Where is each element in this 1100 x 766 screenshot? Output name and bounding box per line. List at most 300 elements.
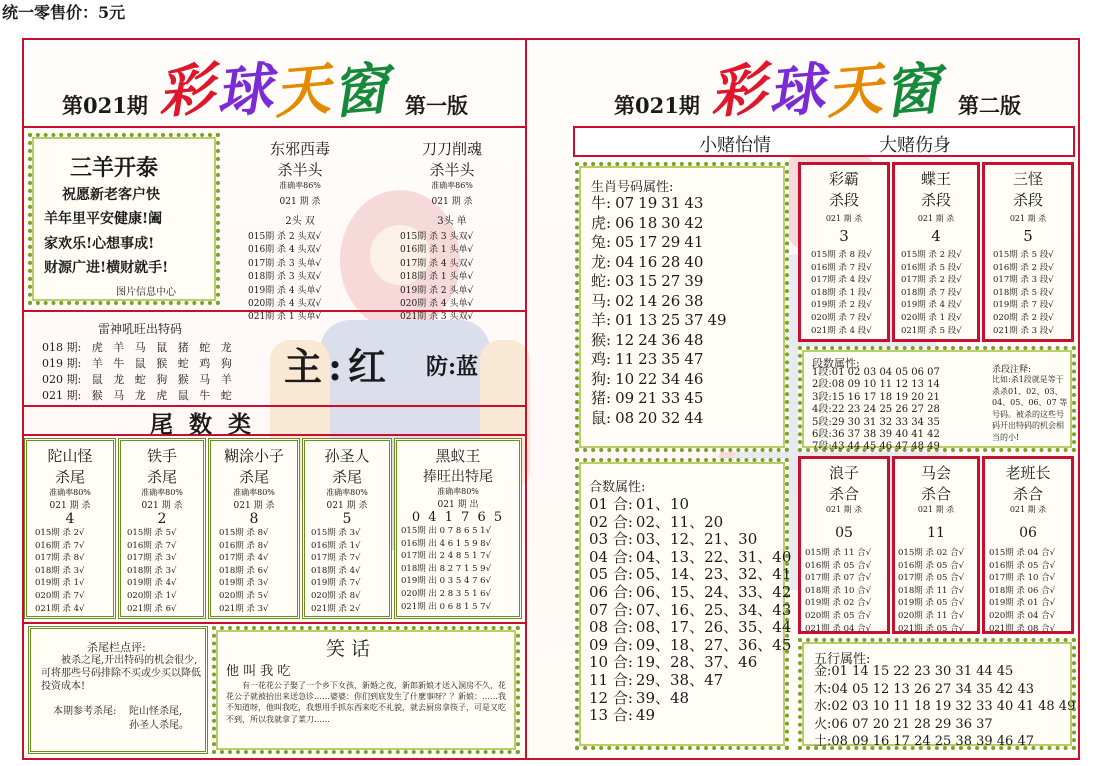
history-row: 015期 杀 2√ [35,528,85,538]
history-row: 018期 杀 11 合√ [898,585,965,596]
card-pick: 06 [1019,525,1037,541]
zodiac-num: 03 [615,272,635,290]
combo-row [589,654,794,672]
card-pick: 5 [342,511,352,527]
segment-kill-card [982,162,1074,342]
card-title: 陀山怪 [47,447,93,465]
element-row [814,716,1075,734]
kill-head-column-b [392,138,512,325]
page1-divider-top [23,126,526,128]
zodiac-num: 48 [684,330,704,349]
zodiac-num [707,409,730,429]
animal: 鼠 [91,373,103,386]
card-pick: 8 [249,511,259,527]
motto-left: 小赌怡情 [699,135,771,156]
card-sub: 杀尾 [238,468,269,486]
blessing-box [28,133,220,305]
animal: 虎 [91,341,103,354]
combo-row [589,514,794,532]
card-title: 铁手 [146,447,177,465]
card-title: 三怪 [1012,170,1043,188]
history-row: 018期 杀 6√ [219,565,269,576]
page2-edition: 第二版 [958,93,1021,118]
history-row: 020期 杀 7√ [35,590,85,601]
zodiac-animal: 羊: [591,311,612,329]
history-row: 017期 杀 3√ [127,553,177,564]
combo-key: 04 合: [589,547,633,566]
zodiac-num [707,331,730,351]
segment-row [812,392,940,404]
history-row: 021期 杀 3 段√ [993,325,1054,336]
zodiac-row [591,194,731,214]
zodiac-num: 36 [661,330,681,349]
history-row: 017期 杀 8√ [35,553,85,564]
zodiac-num [707,253,730,273]
combo-kill-card [982,456,1074,634]
history-row: 021期 杀 3 头双√ [400,312,474,323]
history-row: 017期 杀 3 头单√ [248,258,322,269]
history-row: 016期 杀 2 段√ [993,262,1054,273]
zodiac-num: 08 [615,408,635,427]
combo-row [589,496,794,514]
combo-row [589,672,794,690]
card-title: 彩霸 [828,170,859,188]
segment-note-title: 杀段注释: [992,365,1032,375]
history-row: 019期 出 0 3 5 4 7 6√ [401,576,492,587]
history-row: 015期 杀 5 段√ [993,250,1054,260]
history-row: 019期 杀 4 头单√ [248,285,322,296]
zodiac-num: 23 [638,350,658,368]
combo-row [589,619,794,637]
card-sub: 杀尾 [54,468,85,486]
motto-right: 大赌伤身 [879,135,951,156]
animal: 龙 [113,373,125,386]
combo-key: 09 合: [589,635,633,654]
segment-values: 08 09 10 11 12 13 14 [831,379,940,391]
zodiac-row [591,409,731,429]
zodiac-num: 32 [661,408,681,427]
center-fold [525,39,527,759]
zodiac-row [591,233,731,253]
zodiac-num: 35 [661,350,681,368]
history-row: 017期 杀 10 合√ [989,573,1056,584]
thunder-row [42,356,232,372]
segment-row [812,404,940,416]
history-row: 020期 杀 1 段√ [901,312,962,323]
combo-row [589,566,794,584]
zodiac-animal: 龙: [591,252,612,271]
history-row: 018期 杀 5 段√ [993,287,1054,298]
blessing-line: 祝愿新老客户快 [62,187,160,203]
zodiac-num: 06 [615,213,635,232]
thunder-row [42,340,232,356]
history-row: 016期 杀 4 头双√ [248,245,322,256]
zodiac-num: 14 [638,291,658,310]
card-rate: 准确率80% [141,488,183,497]
combo-values: 06、15、24、33、42 [635,582,792,601]
history-row: 015期 出 0 7 8 6 5 1√ [401,526,492,536]
zodiac-row [591,272,731,292]
zodiac-row [591,292,731,312]
card-title: 糊涂小子 [223,447,284,465]
main-color: 主:红 [284,344,393,389]
joke-box [212,626,520,754]
five-elements-title: 五行属性: [814,652,871,667]
segment-values: 01 02 03 04 05 06 07 [831,367,940,378]
zodiac-num: 12 [615,330,635,349]
segment-key: 5段: [812,416,832,428]
history-row: 016期 杀 7√ [35,540,85,551]
zodiac-num: 42 [684,213,704,232]
segment-note-body: 比如:杀1段就是等于杀杀01、02、03、04、05、06、07 等号码。被杀的这些号码开出特码的机会相当的小! [992,375,1068,442]
element-row [814,681,1075,699]
logo-char: 彩 [707,56,771,127]
zodiac-num: 20 [638,408,658,427]
history-row: 021期 杀 2√ [311,603,361,614]
history-row: 016期 杀 05 合√ [805,560,872,571]
zodiac-num: 05 [615,233,635,251]
combo-values: 49 [635,706,656,725]
history-row: 020期 杀 2 段√ [993,312,1054,323]
combo-row [589,602,794,620]
history-row: 017期 杀 4√ [219,553,269,564]
column-rate: 准确率86% [279,181,321,190]
animal: 鼠 [156,341,168,354]
logo-char: 窗 [329,56,393,127]
thunder-table [42,340,232,404]
history-row: 016期 杀 1√ [311,540,361,551]
element-key: 水: [814,699,832,714]
animal: 狗 [156,373,168,386]
element-values: 06 07 20 21 28 29 36 37 [831,716,993,732]
segment-key: 4段: [812,404,832,416]
card-sub: 杀合 [1012,485,1043,503]
segment-values: 36 37 38 39 40 41 42 [831,429,940,441]
tail-section-title: 尾 数 类 [150,411,256,438]
combo-values: 03、12、21、30 [635,530,758,549]
joke-title: 笑 话 [326,638,371,660]
column-kill: 021 期 杀 [431,197,473,207]
zodiac-num: 16 [638,252,658,271]
element-key: 木: [814,681,832,697]
column-rate: 准确率86% [431,181,473,190]
card-kill: 021 期 杀 [825,214,863,223]
segment-kill-card [892,162,980,342]
history-row: 020期 杀 1√ [127,590,177,601]
combo-key: 03 合: [589,530,633,549]
segment-kill-card [798,162,890,342]
card-kill: 021 期 杀 [1009,214,1047,223]
animal: 猴 [156,357,168,370]
animal: 猴 [91,389,103,402]
history-row: 021期 杀 04 合√ [805,623,872,634]
card-pick: 3 [839,227,849,245]
combo-key: 07 合: [589,600,633,619]
history-row: 021期 杀 5 段√ [901,325,962,336]
history-row: 018期 杀 06 合√ [989,585,1056,596]
history-row: 021期 杀 4√ [35,603,85,614]
zodiac-num [707,214,730,234]
element-values: 04 05 12 13 26 27 34 35 42 43 [831,681,1035,697]
history-row: 017期 杀 07 合√ [805,573,872,584]
history-row: 016期 出 4 6 1 5 9 8√ [401,538,492,549]
zodiac-title: 生肖号码属性: [591,180,674,195]
column-sub: 杀半头 [429,161,475,179]
history-row: 019期 杀 01 合√ [989,598,1056,609]
card-title: 黑蚁王 [435,447,481,465]
combo-key: 13 合: [589,706,633,725]
combo-key: 10 合: [589,653,633,672]
animal: 狗 [220,357,232,370]
segment-row [812,429,940,441]
blessing-footer: 图片信息中心 [116,287,176,298]
combo-attr-box [575,458,792,750]
history-row: 018期 杀 4√ [311,565,361,576]
comment-title: 杀尾栏点评: [87,641,146,654]
zodiac-num [707,389,730,409]
history-row: 020期 杀 8√ [311,590,361,601]
history-row: 017期 杀 4 段√ [811,275,872,286]
segment-key: 1段: [812,367,832,378]
history-row: 021期 杀 4 段√ [811,325,872,336]
history-row: 019期 杀 2 段√ [811,300,872,311]
history-row: 020期 杀 7 段√ [811,312,872,323]
logo-char: 天 [271,56,335,127]
zodiac-num: 46 [684,369,704,388]
zodiac-animal: 鼠: [591,408,612,427]
element-row [814,663,1075,681]
zodiac-num: 45 [684,389,704,407]
history-row: 021期 杀 1 头单√ [248,312,322,323]
segment-attr-table [812,367,940,454]
zodiac-animal: 虎: [591,213,612,232]
black-ant-card [394,438,522,619]
history-row: 019期 杀 4 段√ [901,300,962,311]
combo-attr-title: 合数属性: [589,480,646,495]
combo-values: 04、13、22、31、40 [635,547,792,566]
history-row: 019期 杀 1√ [35,578,85,589]
zodiac-num: 04 [615,252,635,271]
history-row: 015期 杀 8√ [219,528,269,538]
zodiac-row [591,370,731,390]
logo-char: 球 [765,56,829,127]
history-row: 016期 杀 05 合√ [989,560,1056,571]
animal: 羊 [113,341,125,354]
card-sub: 杀段 [920,191,951,209]
history-row: 021期 杀 08 合√ [989,623,1056,634]
history-row: 015期 杀 2 段√ [901,250,962,260]
zodiac-num: 18 [638,213,658,232]
zodiac-num: 25 [661,311,681,329]
card-kill: 021 期 杀 [825,505,863,514]
history-row: 015期 杀 5√ [127,528,177,538]
segment-row [812,417,940,429]
animal: 马 [134,341,146,354]
history-row: 015期 杀 3 头双√ [400,232,474,242]
thunder-row [42,372,232,388]
logo-char: 天 [823,56,887,127]
card-sub: 捧旺出特尾 [423,469,493,485]
zodiac-num: 13 [638,311,658,329]
zodiac-num [707,292,730,312]
history-row: 015期 杀 04 合√ [989,548,1056,558]
history-row: 015期 杀 2 头双√ [248,232,322,242]
history-row: 020期 杀 11 合√ [898,610,965,621]
guard-color: 防:蓝 [426,354,479,380]
animal: 马 [199,373,211,386]
segment-values: 22 23 24 25 26 27 28 [831,404,940,416]
segment-attr-box [798,346,1076,452]
zodiac-row [591,214,731,234]
animal: 牛 [199,389,211,402]
card-rate: 准确率80% [326,488,368,497]
thunder-issue: 018 期: [42,341,82,354]
card-pick: 4 [931,227,941,245]
history-row: 018期 杀 3 头双√ [248,272,322,283]
zodiac-animal: 马: [591,291,612,310]
card-pick: 05 [835,525,853,541]
zodiac-box [575,162,789,452]
zodiac-num: 15 [638,272,658,290]
history-row: 019期 杀 7√ [311,578,361,589]
card-sub: 杀合 [828,485,859,503]
combo-attr-table [589,496,794,725]
thunder-title: 雷神吼旺出特码 [98,322,183,336]
zodiac-num: 43 [684,194,704,212]
card-pick: 4 [65,511,75,527]
combo-key: 02 合: [589,512,633,531]
segment-values: 15 16 17 18 19 20 21 [831,391,940,403]
segment-values: 29 30 31 32 33 34 35 [831,416,940,428]
history-row: 020期 杀 05 合√ [805,610,872,621]
combo-key: 06 合: [589,582,633,601]
logo-char: 球 [213,56,277,127]
zodiac-row [591,311,731,331]
card-kill: 021 期 杀 [141,501,183,511]
combo-key: 08 合: [589,618,633,637]
combo-values: 29、38、47 [635,670,724,689]
zodiac-num: 41 [684,233,704,251]
zodiac-num: 34 [661,369,681,388]
zodiac-animal: 蛇: [591,272,612,290]
history-row: 016期 杀 5 段√ [901,262,962,273]
animal: 马 [113,389,125,402]
blessing-line: 羊年里平安健康!阖 [44,211,163,227]
segment-row [812,379,940,391]
zodiac-animal: 兔: [591,233,612,251]
card-title: 孙圣人 [324,447,370,465]
animal: 猴 [177,373,189,386]
history-row: 016期 杀 7√ [127,540,177,551]
zodiac-num: 37 [684,311,704,329]
history-row: 017期 杀 05 合√ [898,573,965,584]
history-row: 020期 出 2 8 3 5 1 6√ [401,588,492,599]
comment-body: 被杀之尾,开出特码的机会很少,可将那些号码排除不买或少买以降低投资成本! [41,655,201,692]
column-kill: 021 期 杀 [279,197,321,207]
history-row: 017期 杀 3 段√ [993,275,1054,286]
history-row: 018期 杀 1 头单√ [400,272,474,283]
history-row: 021期 杀 6√ [127,603,177,614]
history-row: 020期 杀 4 头双√ [248,299,322,310]
joke-subtitle: 他 叫 我 吃 [226,664,291,679]
animal: 龙 [220,341,232,354]
element-key: 火: [814,716,832,732]
segment-values: 43 44 45 46 47 48 49 [831,441,940,453]
zodiac-row [591,331,731,351]
card-title: 蝶王 [920,170,951,188]
history-row: 021期 出 0 6 8 1 5 7√ [401,601,492,612]
segment-row [812,367,940,379]
retail-price: 统一零售价：5元 [2,3,126,22]
element-row [814,698,1075,716]
zodiac-num [707,370,730,390]
history-row: 020期 杀 4 头单√ [400,299,474,310]
history-row: 020期 杀 04 合√ [989,610,1056,621]
zodiac-num: 33 [661,389,681,407]
animal: 猪 [177,341,189,354]
combo-values: 02、11、20 [635,512,724,531]
animal: 虎 [156,389,168,402]
five-elements-box [798,638,1076,750]
history-row: 021期 杀 05 合√ [898,623,965,634]
segment-key: 6段: [812,429,832,441]
tail-kill-card [208,438,300,619]
combo-kill-card [892,456,980,634]
blessing-title: 三羊开泰 [70,155,159,181]
animal: 蛇 [134,373,146,386]
card-kill: 021 期 出 [437,500,479,510]
zodiac-num: 31 [661,194,681,212]
zodiac-row [591,253,731,273]
history-row: 019期 杀 3√ [219,578,269,589]
zodiac-num: 44 [684,408,704,427]
history-row: 016期 杀 7 段√ [811,262,872,273]
element-values: 02 03 10 11 18 19 32 33 40 41 48 49 [831,699,1076,714]
combo-key: 01 合: [589,495,633,513]
blessing-line: 财源广进!横财就手! [44,260,169,276]
card-kill: 021 期 杀 [917,214,955,223]
zodiac-num: 10 [615,369,635,388]
history-row: 019期 杀 4√ [127,578,177,589]
combo-kill-card [798,456,890,634]
animal: 牛 [113,357,125,370]
zodiac-num: 26 [661,291,681,310]
history-row: 018期 杀 7 段√ [901,287,962,298]
five-elements-table [814,663,1075,751]
combo-key: 11 合: [589,670,633,689]
kill-head-column-a [240,138,360,325]
zodiac-row [591,389,731,409]
card-rate: 准确率80% [49,488,91,497]
history-row: 016期 杀 1 头单√ [400,245,474,256]
history-row: 019期 杀 7 段√ [993,300,1054,311]
history-row: 021期 杀 3√ [219,603,269,614]
element-row [814,733,1075,751]
motto-bar [573,126,1075,157]
history-row: 015期 杀 11 合√ [805,548,872,558]
combo-row [589,549,794,567]
animal: 羊 [91,357,103,370]
animal: 鼠 [177,389,189,402]
history-row: 016期 杀 05 合√ [898,560,965,571]
card-title: 马会 [920,464,951,482]
page1-edition: 第一版 [405,93,468,118]
segment-key: 7段: [812,441,832,453]
history-row: 018期 杀 3√ [35,565,85,576]
thunder-row [42,388,232,404]
page2-issue: 第021期 [614,93,700,118]
zodiac-num [707,233,730,253]
